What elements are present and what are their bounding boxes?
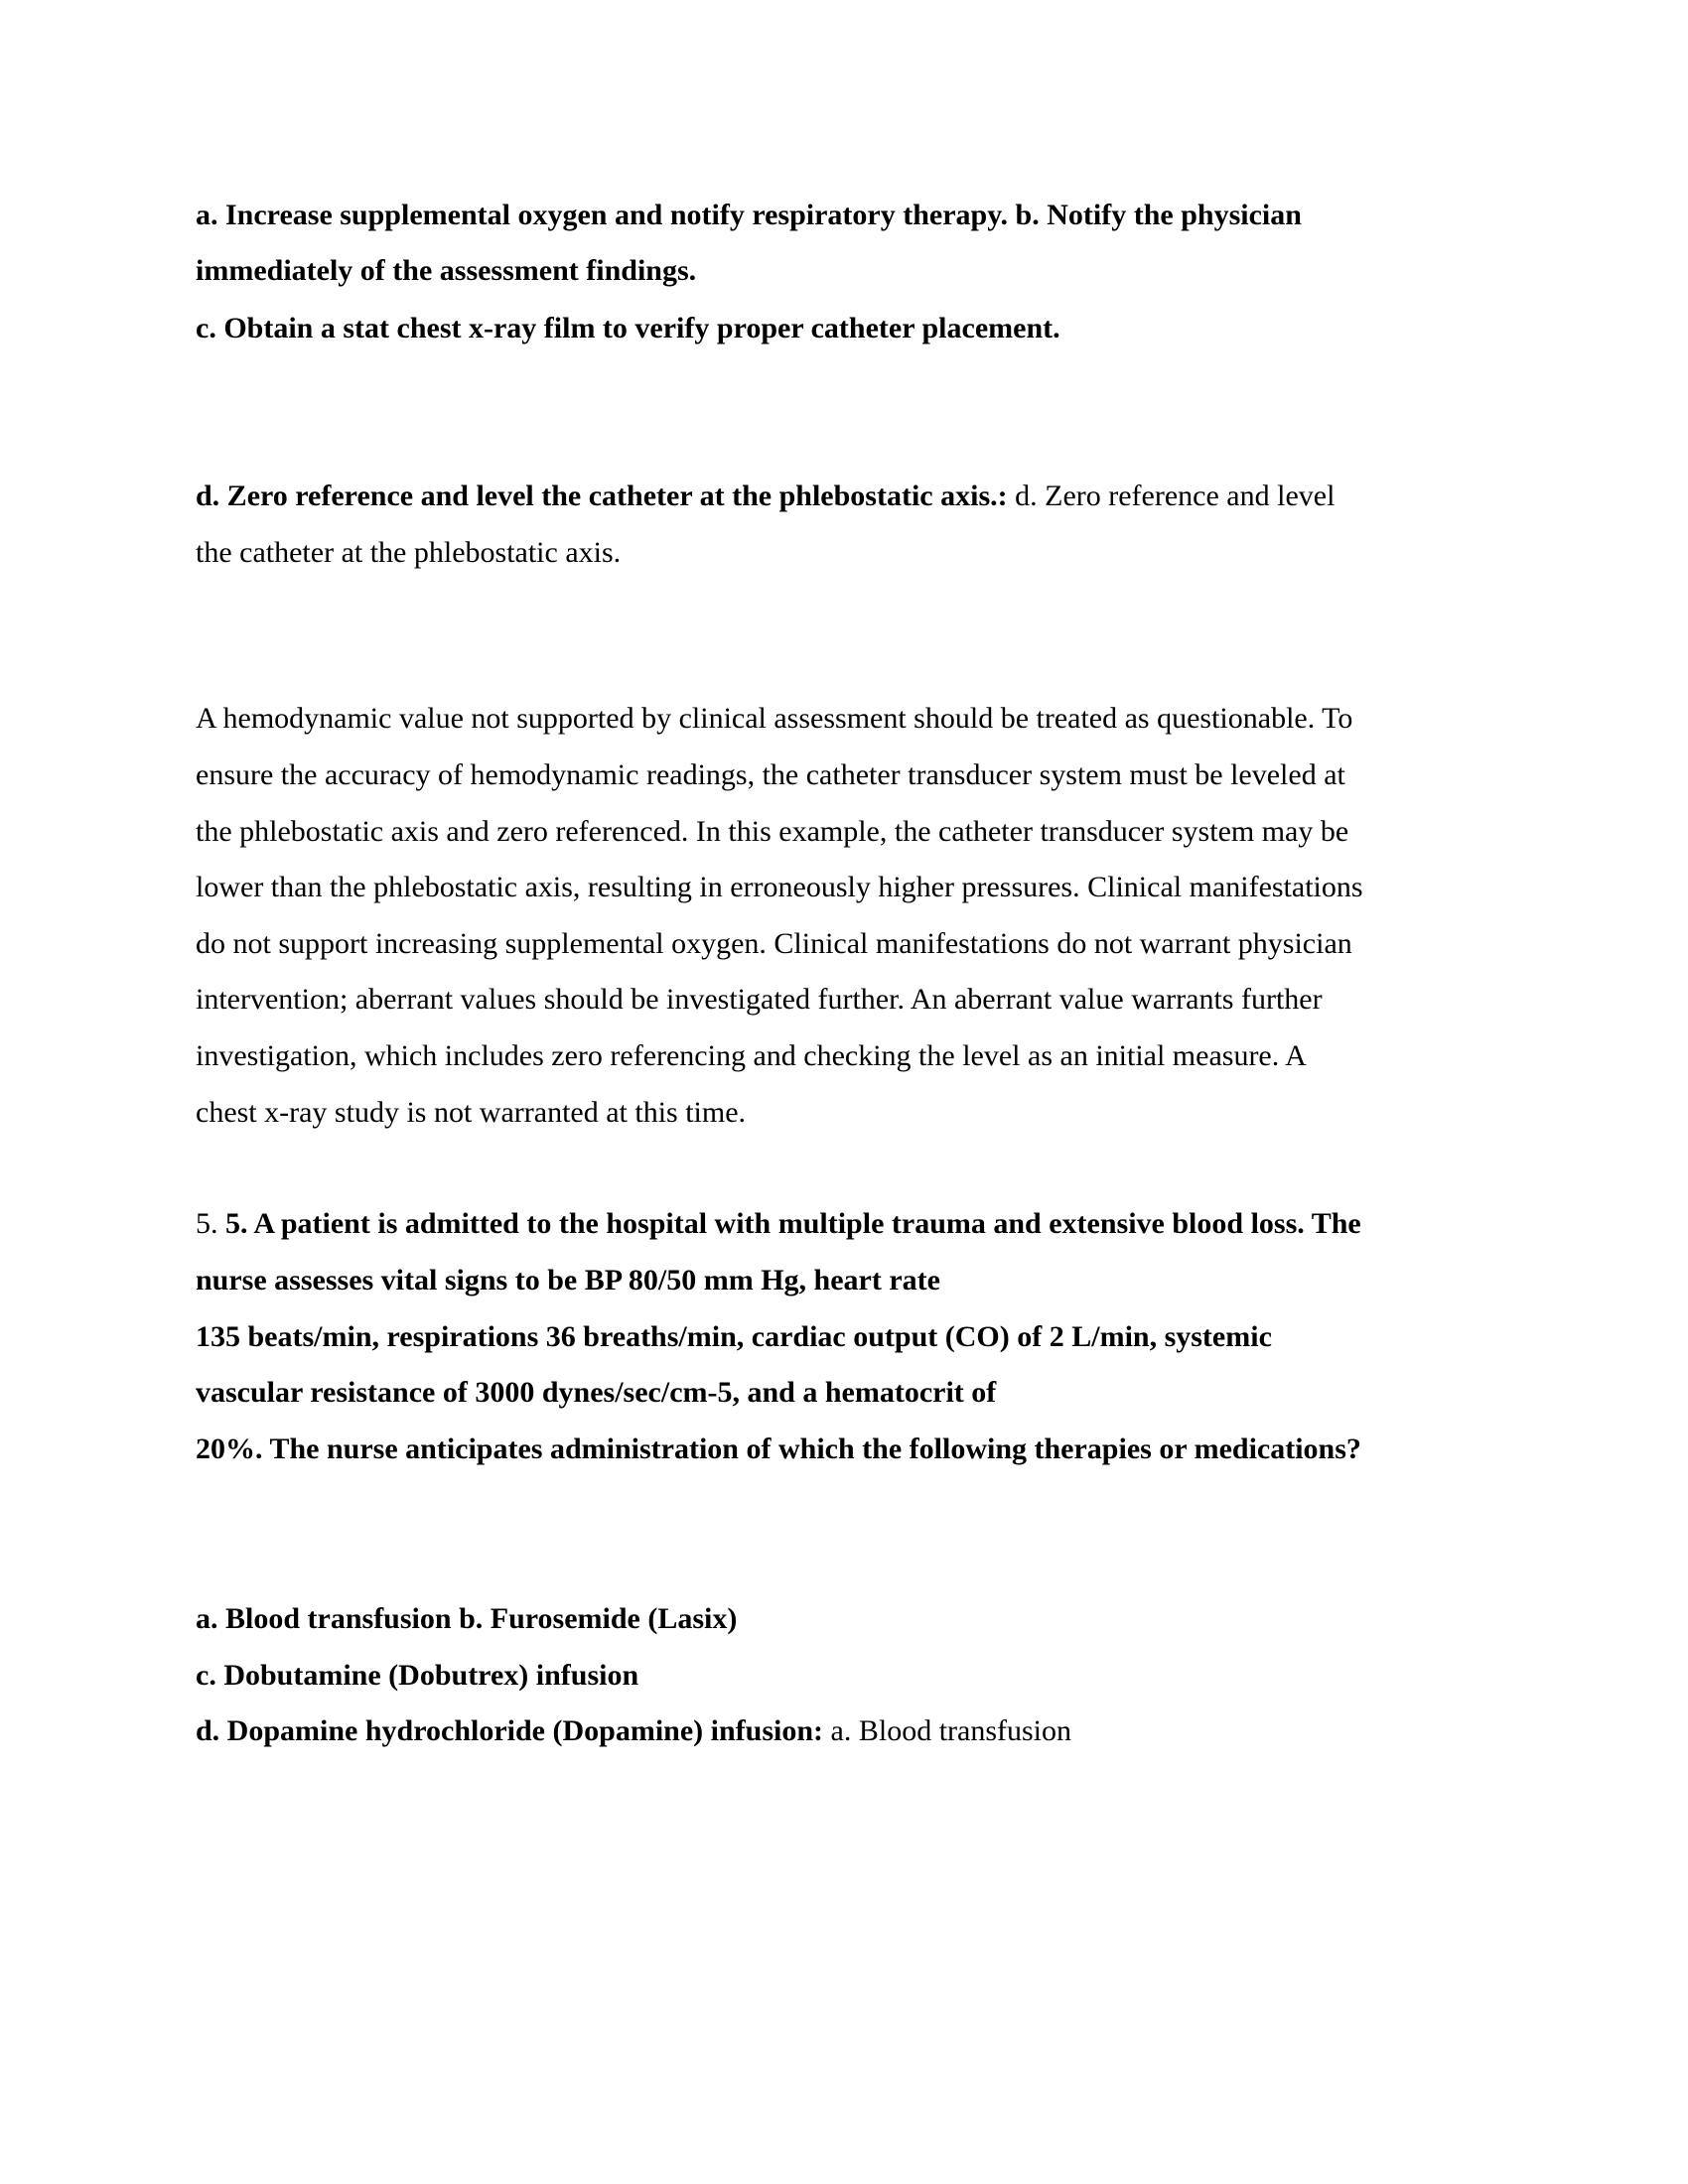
question-5-line	[196, 1196, 1361, 1252]
option-text: immediately of the assessment findings.	[196, 254, 697, 287]
question-text: 5. A patient is admitted to the hospital with multiple trauma and extensive blood loss. The	[225, 1207, 1361, 1240]
rationale-line: lower than the phlebostatic axis, resulting in erroneously higher pressures. Clinical manifestations	[196, 871, 1363, 903]
rationale-line: intervention; aberrant values should be investigated further. An aberrant value warrants further	[196, 983, 1323, 1016]
option-d-with-answer	[196, 469, 1335, 524]
question-number: 5.	[196, 1207, 225, 1240]
option-ab-line	[196, 188, 1302, 243]
option-d-text: d. Zero reference and level the catheter at the phlebostatic axis.:	[196, 479, 1008, 512]
option-text: c. Obtain a stat chest x-ray film to verify proper catheter placement.	[196, 312, 1060, 344]
question-5-line	[196, 1365, 996, 1421]
question-5-line	[196, 1309, 1272, 1365]
option-text: c. Dobutamine (Dobutrex) infusion	[196, 1659, 639, 1692]
option-line	[196, 1648, 638, 1704]
option-text: d. Dopamine hydrochloride (Dopamine) infusion:	[196, 1714, 824, 1747]
question-text: 135 beats/min, respirations 36 breaths/min, cardiac output (CO) of 2 L/min, systemic	[196, 1320, 1272, 1353]
answer-text: a. Blood transfusion	[823, 1714, 1072, 1747]
rationale-line: the phlebostatic axis and zero referenced. In this example, the catheter transducer system may be	[196, 815, 1349, 848]
option-b-continued	[196, 243, 696, 299]
rationale-line: ensure the accuracy of hemodynamic readings, the catheter transducer system must be leveled at	[196, 758, 1345, 791]
question-5-line	[196, 1422, 1361, 1477]
question-text: 20%. The nurse anticipates administration of which the following therapies or medications?	[196, 1433, 1361, 1465]
question-text: nurse assesses vital signs to be BP 80/50 mm Hg, heart rate	[196, 1264, 940, 1297]
answer-text: the catheter at the phlebostatic axis.	[196, 536, 622, 569]
option-text: a. Increase supplemental oxygen and notify respiratory therapy. b. Notify the physician	[196, 199, 1302, 231]
answer-continued	[196, 525, 621, 581]
rationale-line: A hemodynamic value not supported by clinical assessment should be treated as questionable. To	[196, 702, 1353, 735]
rationale-line: do not support increasing supplemental oxygen. Clinical manifestations do not warrant physician	[196, 927, 1352, 960]
rationale-line: chest x-ray study is not warranted at this time.	[196, 1096, 747, 1129]
answer-text: d. Zero reference and level	[1007, 479, 1336, 512]
option-text: a. Blood transfusion b. Furosemide (Lasix)	[196, 1602, 738, 1635]
option-line	[196, 1591, 737, 1647]
option-line	[196, 1704, 1071, 1759]
question-text: vascular resistance of 3000 dynes/sec/cm-5, and a hematocrit of	[196, 1376, 997, 1409]
question-5-line	[196, 1253, 940, 1308]
option-c	[196, 301, 1060, 356]
rationale-line: investigation, which includes zero referencing and checking the level as an initial measure. A	[196, 1039, 1307, 1072]
